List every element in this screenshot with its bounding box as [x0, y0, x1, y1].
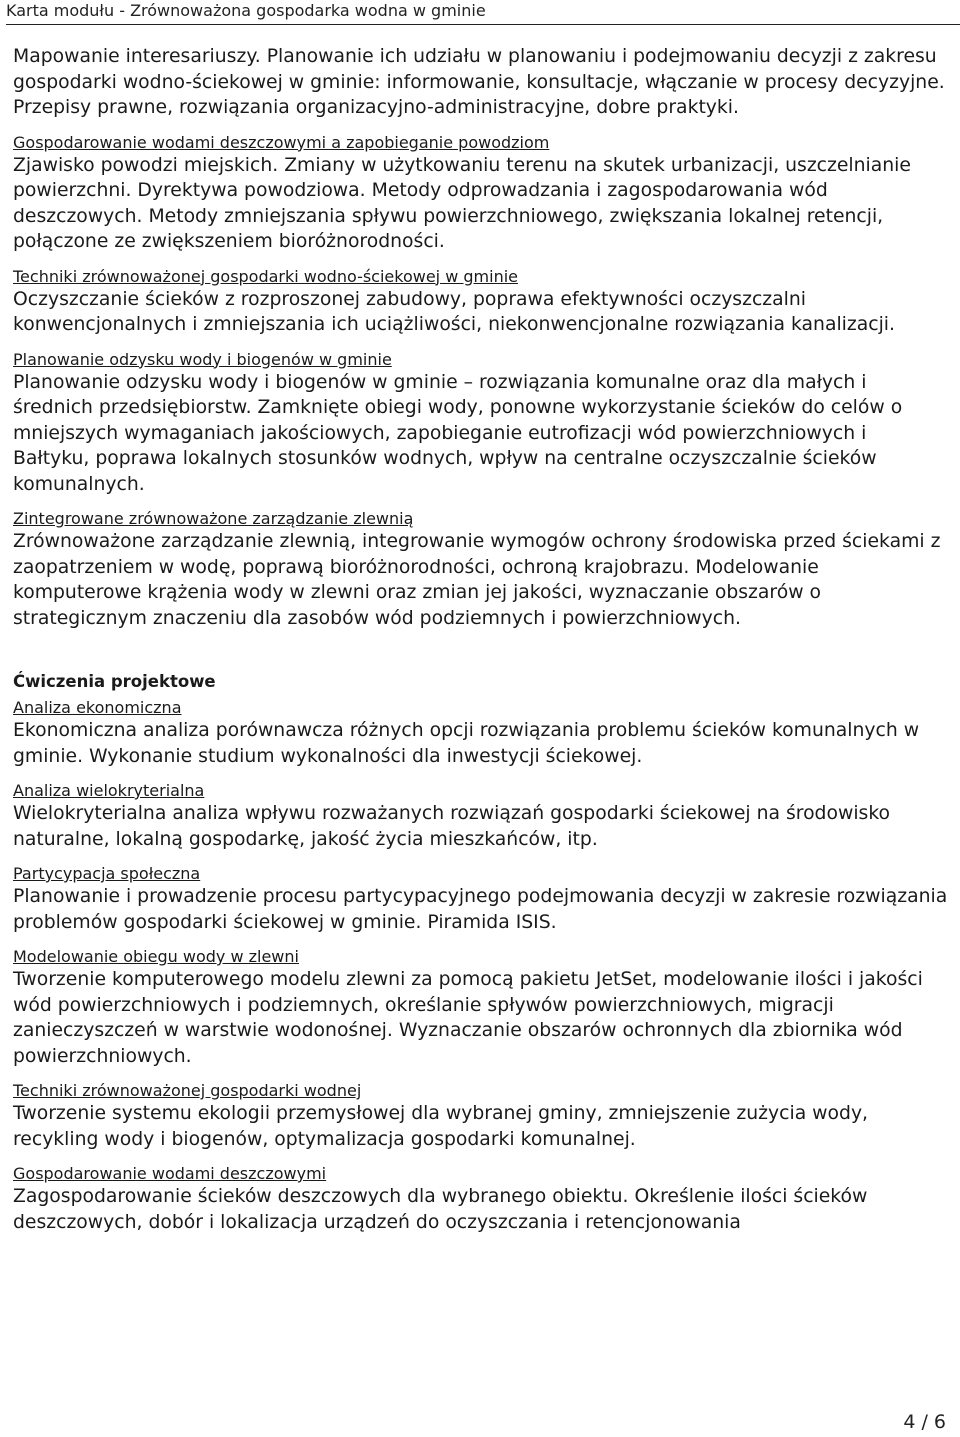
item-title-water-recovery: Planowanie odzysku wody i biogenów w gminie: [13, 349, 392, 369]
item-text-rainwater-floods: Zjawisko powodzi miejskich. Zmiany w użytkowaniu terenu na skutek urbanizacji, uszczelnianie powierzchni. Dyrektywa powodziowa. Metody odprowadzania i zagospodarowania wód deszczowych. Metody zmniejszania spływu powierzchniowego, zwiększania lokalnej retencji, połączone ze zwiększeniem bioróżnorodności.: [13, 154, 911, 252]
item-text-wastewater-techniques: Oczyszczanie ścieków z rozproszonej zabudowy, poprawa efektywności oczyszczalni konwencjonalnych i zmniejszania ich uciążliwości, niekonwencjonalne rozwiązania kanalizacji.: [13, 288, 895, 335]
item-text-social-participation: Planowanie i prowadzenie procesu partycypacyjnego podejmowania decyzji w zakresie rozwiązania problemów gospodarki ściekowej w gminie. Piramida ISIS.: [13, 886, 948, 933]
item-title-wastewater-techniques: Techniki zrównoważonej gospodarki wodno-ściekowej w gminie: [13, 266, 518, 286]
item-title-catchment-modelling: Modelowanie obiegu wody w zlewni: [13, 947, 299, 966]
item-text-economic-analysis: Ekonomiczna analiza porównawcza różnych opcji rozwiązania problemu ścieków komunalnych w gminie. Wykonanie studium wykonalności dla inwestycji ściekowej.: [13, 720, 920, 767]
item-text-catchment-modelling: Tworzenie komputerowego modelu zlewni za pomocą pakietu JetSet, modelowanie ilości i jakości wód powierzchniowych i podziemnych, określanie spływów powierzchniowych, migracji zanieczyszczeń w warstwie wodonośnej. Wyznaczanie obszarów ochronnych dla zbiornika wód powierzchniowych.: [13, 969, 923, 1067]
page-content: [13, 44, 948, 1235]
item-title-catchment-management: Zintegrowane zrównoważone zarządzanie zlewnią: [13, 509, 414, 528]
item-title-social-participation: Partycypacja społeczna: [13, 864, 201, 883]
item-text-multicriteria-analysis: Wielokryterialna analiza wpływu rozważanych rozwiązań gospodarki ściekowej na środowisko naturalne, lokalną gospodarkę, jakość życia mieszkańców, itp.: [13, 803, 891, 850]
item-title-rainwater: Gospodarowanie wodami deszczowymi: [13, 1164, 327, 1183]
section-title-projects: Ćwiczenia projektowe: [13, 672, 216, 691]
item-title-economic-analysis: Analiza ekonomiczna: [13, 698, 182, 717]
item-text-rainwater: Zagospodarowanie ścieków deszczowych dla wybranego obiektu. Określenie ilości ścieków deszczowych, dobór i lokalizacja urządzeń do oczyszczania i retencjonowania: [13, 1186, 868, 1233]
item-text-water-techniques: Tworzenie systemu ekologii przemysłowej dla wybranej gminy, zmniejszenie zużycia wody, recykling wody i biogenów, optymalizacja gospodarki komunalnej.: [13, 1103, 869, 1150]
document-title: Karta modułu - Zrównoważona gospodarka wodna w gminie: [6, 1, 486, 20]
intro-paragraph: Mapowanie interesariuszy. Planowanie ich udziału w planowaniu i podejmowaniu decyzji z zakresu gospodarki wodno-ściekowej w gminie: informowanie, konsultacje, włączanie w procesy decyzyjne. Przepisy prawne, rozwiązania organizacyjno-administracyjne, dobre praktyki.: [13, 46, 945, 118]
item-text-catchment-management: Zrównoważone zarządzanie zlewnią, integrowanie wymogów ochrony środowiska przed ściekami z zaopatrzeniem w wodę, poprawą bioróżnorodności, ochroną krajobrazu. Modelowanie komputerowe krążenia wody w zlewni oraz zmian jej jakości, wyznaczanie obszarów o strategicznym znaczeniu dla zasobów wód podziemnych i powierzchniowych.: [13, 531, 941, 629]
item-title-rainwater-floods: Gospodarowanie wodami deszczowymi a zapobieganie powodziom: [13, 132, 550, 152]
page-number: 4 / 6: [903, 1411, 946, 1433]
page-header: [6, 0, 960, 25]
item-title-multicriteria-analysis: Analiza wielokryterialna: [13, 781, 205, 800]
item-title-water-techniques: Techniki zrównoważonej gospodarki wodnej: [13, 1081, 362, 1100]
item-text-water-recovery: Planowanie odzysku wody i biogenów w gminie – rozwiązania komunalne oraz dla małych i średnich przedsiębiorstw. Zamknięte obiegi wody, ponowne wykorzystanie ścieków do celów o mniejszych wymaganiach jakościowych, zapobieganie eutrofizacji wód powierzchniowych i Bałtyku, poprawa lokalnych stosunków wodnych, wpływ na centralne oczyszczalnie ścieków komunalnych.: [13, 371, 903, 495]
